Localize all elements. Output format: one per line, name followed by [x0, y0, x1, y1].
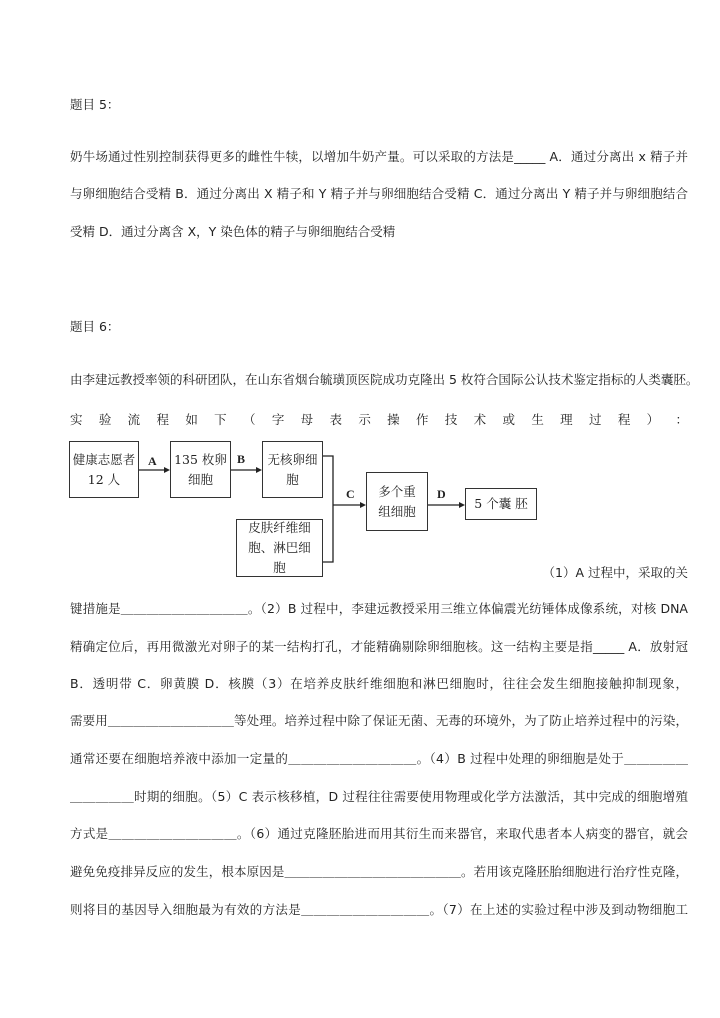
flow-box-recombinant: 多个重组细胞: [366, 472, 428, 531]
q6-line: 避免免疫排异反应的发生，根本原因是＿＿＿＿＿＿＿＿＿＿＿＿＿＿。若用该克隆胚胎细胞进行治疗性克隆，: [70, 864, 688, 879]
flow-box-somatic: 皮肤纤维细胞、淋巴细胞: [236, 519, 323, 577]
arrow-label-d: D: [437, 487, 446, 501]
flow-box-volunteers: 健康志愿者 12 人: [69, 441, 139, 498]
q6-line: 方式是＿＿＿＿＿＿＿＿＿＿。（6）通过克隆胚胎进而用其衍生而来器官，来取代患者本人病变的器官，就会: [70, 826, 688, 841]
q5-line: 受精 D．通过分离含 X，Y 染色体的精子与卵细胞结合受精: [70, 224, 396, 239]
q6-line: 精确定位后，再用微激光对卵子的某一结构打孔，才能精确剔除卵细胞核。这一结构主要是指_____ A．放射冠: [70, 639, 688, 654]
q6-line: ＿＿＿＿＿时期的细胞。（5）C 表示核移植，D 过程往往需要使用物理或化学方法激活，其中完成的细胞增殖: [70, 789, 688, 804]
q5-line: 与卵细胞结合受精 B．通过分离出 X 精子和 Y 精子并与卵细胞结合受精 C．通过分离出 Y 精子并与卵细胞结合: [70, 186, 688, 201]
q5-title: 题目 5：: [70, 97, 120, 112]
flow-box-blastocysts: 5 个囊 胚: [465, 488, 537, 520]
arrow-label-c: C: [346, 487, 355, 501]
q6-title: 题目 6：: [70, 319, 120, 334]
q6-intro: 由李建远教授率领的科研团队，在山东省烟台毓璜顶医院成功克隆出 5 枚符合国际公认技术鉴定指标的人类囊胚。: [70, 372, 699, 387]
q6-line: 通常还要在细胞培养液中添加一定量的＿＿＿＿＿＿＿＿＿＿。（4）B 过程中处理的卵细胞是处于＿＿＿＿＿: [70, 751, 688, 766]
q6-line: B．透明带 C．卵黄膜 D．核膜（3）在培养皮肤纤维细胞和淋巴细胞时，往往会发生细胞接触抑制现象，: [70, 676, 688, 691]
q6-line: 需要用＿＿＿＿＿＿＿＿＿＿等处理。培养过程中除了保证无菌、无毒的环境外，为了防止培养过程中的污染，: [70, 713, 688, 728]
q5-line: 奶牛场通过性别控制获得更多的雌性牛犊，以增加牛奶产量。可以采取的方法是_____ A．通过分离出 x 精子并: [70, 149, 688, 164]
q6-line: 则将目的基因导入细胞最为有效的方法是＿＿＿＿＿＿＿＿＿＿。（7）在上述的实验过程中涉及到动物细胞工: [70, 902, 688, 917]
q6-line: 键措施是＿＿＿＿＿＿＿＿＿＿。（2）B 过程中，李建远教授采用三维立体偏震光纺锤体成像系统，对核 DNA: [70, 601, 688, 616]
arrow-label-a: A: [148, 454, 157, 468]
q6-intro: 实 验 流 程 如 下 （ 字 母 表 示 操 作 技 术 或 生 理 过 程 ） ：: [70, 412, 688, 427]
flow-box-enucleated: 无核卵细胞: [262, 441, 323, 498]
flow-box-oocytes: 135 枚卵细胞: [170, 441, 231, 498]
q6-part1-start: （1）A 过程中，采取的关: [542, 565, 688, 580]
arrow-label-b: B: [237, 452, 246, 466]
